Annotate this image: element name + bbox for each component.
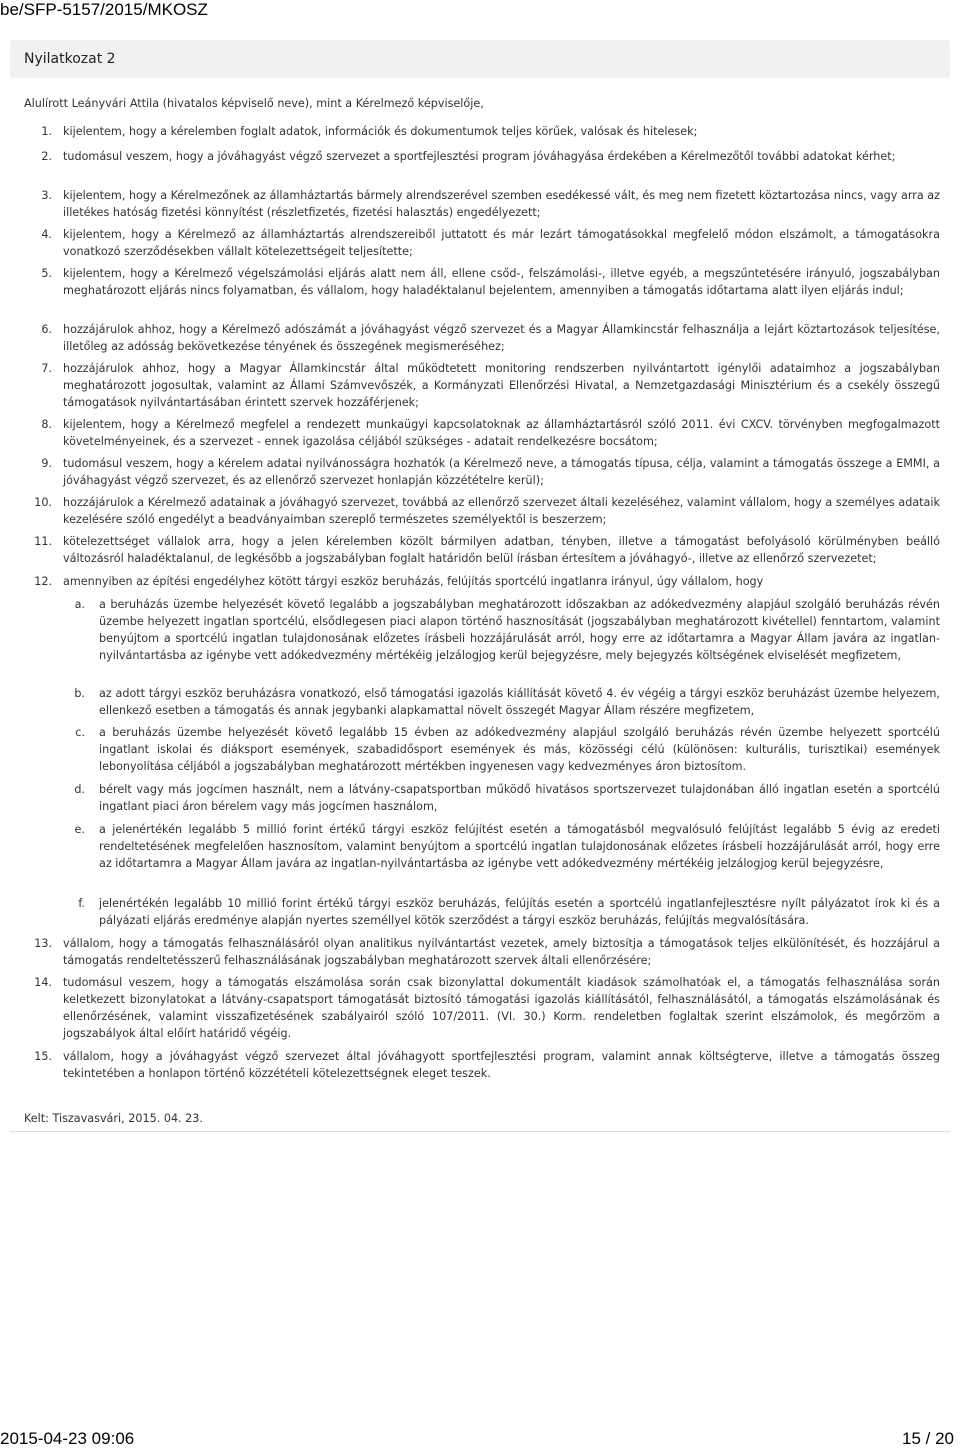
declaration-subitem	[65, 781, 940, 815]
declaration-item	[23, 360, 940, 411]
declaration-item	[23, 1048, 940, 1082]
item-text: hozzájárulok ahhoz, hogy a Magyar Államkincstár által működtetett monitoring rendszerben nyilvántartott igénylői adataimhoz a jogszabályban meghatározott jogosultak, valamint az Állami Számvevőszék, a Kormányzati Ellenőrzési Hivatal, a Nemzetgazdasági Minisztérium és a csekély összegű támogatások nyilvántartásában érintett szervek hozzáférjenek;	[63, 362, 940, 409]
subitem-letter: e.	[74, 823, 85, 836]
item-text: kijelentem, hogy a kérelemben foglalt adatok, információk és dokumentumok teljes körűek, valósak és hitelesek;	[63, 125, 698, 138]
item-number: 15.	[34, 1050, 52, 1063]
item-number: 8.	[41, 418, 52, 431]
item-number: 3.	[41, 189, 52, 202]
subitem-text: a jelenértékén legalább 5 millió forint értékű tárgyi eszköz felújítést esetén a támogatásból megvalósuló felújítást legalább 5 évig az eredeti rendeltetésének megfelelően hasznosítom, valamint benyújtom a sportcélú ingatlan tulajdonosának előzetes írásbeli hozzájárulását arról, hogy erre az időtartamra a Magyar Állam javára az ingatlan-nyilvántartásba az igénybe vett adókedvezmény mértékéig jelzálogjog kerül bejegyzésre,	[99, 823, 940, 870]
item-number: 14.	[34, 976, 52, 989]
subitem-text: a beruházás üzembe helyezését követő legalább a jogszabályban meghatározott időszakban az adókedvezmény alapjául szolgáló beruházás révén üzembe helyezett ingatlan sportcélú, elsődlegesen piaci alapon történő hasznosítását (jogszabályban meghatározott kivétellel) fenntartom, valamint benyújtom a sportcélú ingatlan tulajdonosának előzetes írásbeli hozzájárulását arról, hogy erre az időtartamra a Magyar Állam javára az ingatlan-nyilvántartásba az igénybe vett adókedvezmény mértékéig jelzálogjog kerül bejegyzésre, mely bejegyzés költségének elviselését megfizetem,	[99, 598, 940, 662]
subitem-text: a beruházás üzembe helyezését követő legalább 15 évben az adókedvezmény alapjául szolgáló beruházás révén üzembe helyezett sportcélú ingatlant iskolai és diáksport események, szabadidősport események és más, közösségi célú (különösen: kulturális, turisztikai) események lebonyolítása céljából a jogszabályban meghatározott mértékben ingyenesen vagy kedvezményes áron biztosítom.	[99, 726, 940, 773]
item-text: kijelentem, hogy a Kérelmező végelszámolási eljárás alatt nem áll, ellene csőd-, felszámolási-, illetve egyéb, a megszűntetésére irányuló, jogszabályban meghatározott eljárás nincs folyamatban, és vállalom, hogy haladéktalanul bejelentem, amennyiben a támogatás időtartama alatt ilyen eljárás indul;	[63, 267, 940, 297]
declaration-subitem	[65, 596, 940, 664]
subitem-letter: f.	[78, 897, 85, 910]
item-number: 7.	[41, 362, 52, 375]
declaration-item	[23, 123, 940, 140]
declaration-item	[23, 455, 940, 489]
item-text: hozzájárulok ahhoz, hogy a Kérelmező adószámát a jóváhagyást végző szervezet és a Magyar Államkincstár felhasználja a lejárt köztartozások teljesítése, illetőleg az adósság bekövetkezése tényének és összegének megismeréséhez;	[63, 323, 940, 353]
declaration-subitem	[65, 821, 940, 872]
intro-text: Alulírott Leányvári Attila (hivatalos képviselő neve), mint a Kérelmező képviselője,	[24, 97, 484, 110]
declaration-item	[23, 321, 940, 355]
subitem-text: bérelt vagy más jogcímen használt, nem a látvány-csapatsportban működő hivatásos sportszervezet tulajdonában álló ingatlan esetén a sportcélú ingatlant piaci áron bérelem vagy más jogcímen használom,	[99, 783, 940, 813]
section-title: Nyilatkozat 2	[24, 51, 116, 67]
declaration-item	[23, 416, 940, 450]
page-number: 15 / 20	[902, 1429, 954, 1448]
declaration-item	[23, 187, 940, 221]
item-text: vállalom, hogy a támogatás felhasználásáról olyan analitikus nyilvántartást vezetek, amely biztosítja a támogatások teljes elkülönítését, és hozzájárul a támogatás rendeltetésszerű felhasználásának jogszabályban meghatározott szervek általi ellenőrzésére;	[63, 937, 940, 967]
item-number: 9.	[41, 457, 52, 470]
item-text: kijelentem, hogy a Kérelmező az államháztartás alrendszereiből juttatott és már lezárt támogatásokkal megfelelő módon elszámolt, a támogatásokra vonatkozó szerződésekben vállalt kötelezettségeit teljesítette;	[63, 228, 940, 258]
subitem-letter: d.	[74, 783, 85, 796]
item-text: kötelezettséget vállalok arra, hogy a jelen kérelemben közölt bármilyen adatban, tényben, illetve a támogatást befolyásoló körülményben beálló változásról haladéktalanul, de legkésőbb a jogszabályban foglalt határidőn belül írásban értesítem a jóváhagyó-, illetve az ellenőrző szervezetet;	[63, 535, 940, 565]
declaration-subitem	[65, 724, 940, 775]
subitem-letter: c.	[75, 726, 85, 739]
declaration-body	[10, 78, 950, 1132]
subitem-letter: a.	[74, 598, 85, 611]
declaration-item	[23, 935, 940, 969]
item-number: 2.	[41, 150, 52, 163]
item-text: kijelentem, hogy a Kérelmező megfelel a rendezett munkaügyi kapcsolatoknak az államháztartásról szóló 2011. évi CXCV. törvényben megfogalmazott követelményeinek, és a szervezet - ennek igazolása céljából szükséges - adatait rendelkezésre bocsátom;	[63, 418, 940, 448]
item-text: kijelentem, hogy a Kérelmezőnek az államháztartás bármely alrendszerével szemben esedékessé vált, és meg nem fizetett köztartozása nincs, vagy arra az illetékes hatóság fizetési könnyítést (részletfizetés, fizetési halasztás) engedélyezett;	[63, 189, 940, 219]
item-text: tudomásul veszem, hogy a kérelem adatai nyilvánosságra hozhatók (a Kérelmező neve, a támogatás típusa, célja, valamint a támogatás összege a EMMI, a jóváhagyást végző szervezet, és az ellenőrző szervezet honlapján közzétételre kerül);	[63, 457, 940, 487]
item-text: hozzájárulok a Kérelmező adatainak a jóváhagyó szervezet, továbbá az ellenőrző szervezet általi kezeléséhez, valamint vállalom, hogy a személyes adataik kezelésére szóló engedélyt a beadványaimban szereplő természetes személyektől is beszerzem;	[63, 496, 940, 526]
item-text: tudomásul veszem, hogy a támogatás elszámolása során csak bizonylattal dokumentált kiadások számolhatóak el, a támogatás felhasználása során keletkezett bizonylatokat a látvány-csapatsport támogatását biztosító támogatási igazolás kiállításától, felhasználásától, a támogatás elszámolásának és ellenőrzésének, valamint visszafizetésének szabályairól szóló 107/2011. (VI. 30.) Korm. rendeletben foglaltak szerint elszámolok, és megőrzöm a jogszabályok által előírt határidő végéig.	[63, 976, 940, 1040]
footer-timestamp: 2015-04-23 09:06	[0, 1429, 135, 1448]
declaration-item	[23, 974, 940, 1042]
item-number: 5.	[41, 267, 52, 280]
subitem-text: jelenértékén legalább 10 millió forint értékű tárgyi eszköz beruházás, felújítás esetén a sportcélú ingatlanfejlesztésre nyílt pályázatot írok ki és a pályázati eljárás eredménye alapján nyertes személlyel kötök szerződést a tárgyi eszköz beruházás, felújítás megvalósítására.	[99, 897, 940, 927]
item-number: 6.	[41, 323, 52, 336]
declaration-item	[23, 265, 940, 299]
section-header	[10, 40, 950, 78]
item-number: 12.	[34, 575, 52, 588]
signature-line: Kelt: Tiszavasvári, 2015. 04. 23.	[24, 1112, 203, 1125]
item-number: 4.	[41, 228, 52, 241]
item-text: vállalom, hogy a jóváhagyást végző szervezet által jóváhagyott sportfejlesztési program, valamint annak költségterve, illetve a támogatás összeg tekintetében a honlapon történő közzétételi kötelezettségnek eleget teszek.	[63, 1050, 940, 1080]
item-number: 11.	[34, 535, 52, 548]
item-number: 10.	[34, 496, 52, 509]
subitem-letter: b.	[74, 687, 85, 700]
declaration-subitem	[65, 685, 940, 719]
item-number: 1.	[41, 125, 52, 138]
declaration-item	[23, 494, 940, 528]
item-text: amennyiben az építési engedélyhez kötött tárgyi eszköz beruházás, felújítás sportcélú ingatlanra irányul, úgy vállalom, hogy	[63, 575, 764, 588]
declaration-item	[23, 148, 940, 165]
declaration-item	[23, 533, 940, 567]
item-text: tudomásul veszem, hogy a jóváhagyást végző szervezet a sportfejlesztési program jóváhagyása érdekében a Kérelmezőtől további adatokat kérhet;	[63, 150, 896, 163]
document-id: be/SFP-5157/2015/MKOSZ	[0, 0, 208, 19]
declaration-item	[23, 226, 940, 260]
subitem-text: az adott tárgyi eszköz beruházásra vonatkozó, első támogatási igazolás kiállítását követő 4. év végéig a tárgyi eszköz beruházást üzembe helyezem, ellenkező esetben a támogatás és annak jegybanki alapkamattal növelt összegét Magyar Állam részére megfizetem,	[99, 687, 940, 717]
declaration-item	[23, 573, 940, 590]
declaration-subitem	[65, 895, 940, 929]
item-number: 13.	[34, 937, 52, 950]
